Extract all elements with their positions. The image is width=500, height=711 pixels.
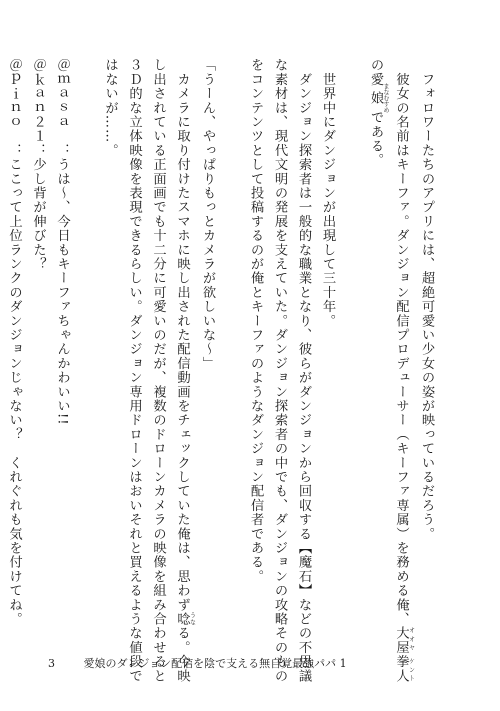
comment-line: ＠ｐｉｎｏ ：ここって上位ランクのダンジョンじゃない？ くれぐれも気を付けてね。 [6, 58, 22, 626]
text-line: ダンジョン探索者は一般的な職業となり、彼らがダンジョンから回収する【魔石】などの不思議 [296, 58, 311, 683]
paragraph-gap [339, 58, 363, 59]
word-with-ruby: 唸 うな [174, 611, 196, 627]
text-line: ３Ｄ的な立体映像を表現できるらしい。ダンジョン専用ドローンはおいそれと買えるような値段で [126, 58, 142, 683]
book-title: 愛娘のダンジョン配信を陰で支える無自覚最強パパ 1 [83, 657, 347, 670]
text-line: な素材は、現代文明の発展を支えていた。ダンジョン探索者の中でも、ダンジョンの攻略そのもの [272, 58, 287, 683]
text-line: フォロワーたちのアプリには、超絶可愛い少女の姿が映っているだろう。 [419, 58, 434, 541]
word-with-ruby: 娘 まなむすめ [368, 83, 389, 114]
text-line: はないが……。 [102, 58, 118, 158]
text-line: の愛娘 まなむすめである。 [368, 58, 389, 168]
paragraph-gap [219, 58, 243, 59]
comment-line: ＠ｍａｓａ ：うは～、今日もキーファちゃんかわいい!! [54, 58, 70, 426]
dialogue-line: 「うーん、やっぱりもっとカメラが欲しいな～」 [200, 58, 215, 371]
text-line: カメラに取り付けたスマホに映し出された配信動画をチェックしていた俺は、思わず唸 うなる。今映 [174, 58, 196, 683]
text-line: をコンテンツとして投稿するのが俺とキーファのようなダンジョン配信者である。 [248, 58, 263, 584]
page-number: 3 [48, 657, 55, 670]
name-with-ruby: 大屋拳人 オオヤ ケント [393, 626, 415, 683]
text-line: し出されている正面画でも十二分に可愛いのだが、複数のドローンカメラの映像を組み合わせると [150, 58, 166, 683]
page-footer [48, 655, 347, 671]
text-line: 世界中にダンジョンが出現して三十年。 [320, 58, 335, 328]
comment-line: ＠ｋａｎ２１：少し背が伸びた？ [30, 58, 46, 271]
paragraph-gap [74, 58, 98, 59]
text-line: 彼女の名前はキーファ。ダンジョン配信プロデューサー（キーファ専属）を務める俺、大屋拳人 オオヤ ケント [393, 58, 415, 683]
